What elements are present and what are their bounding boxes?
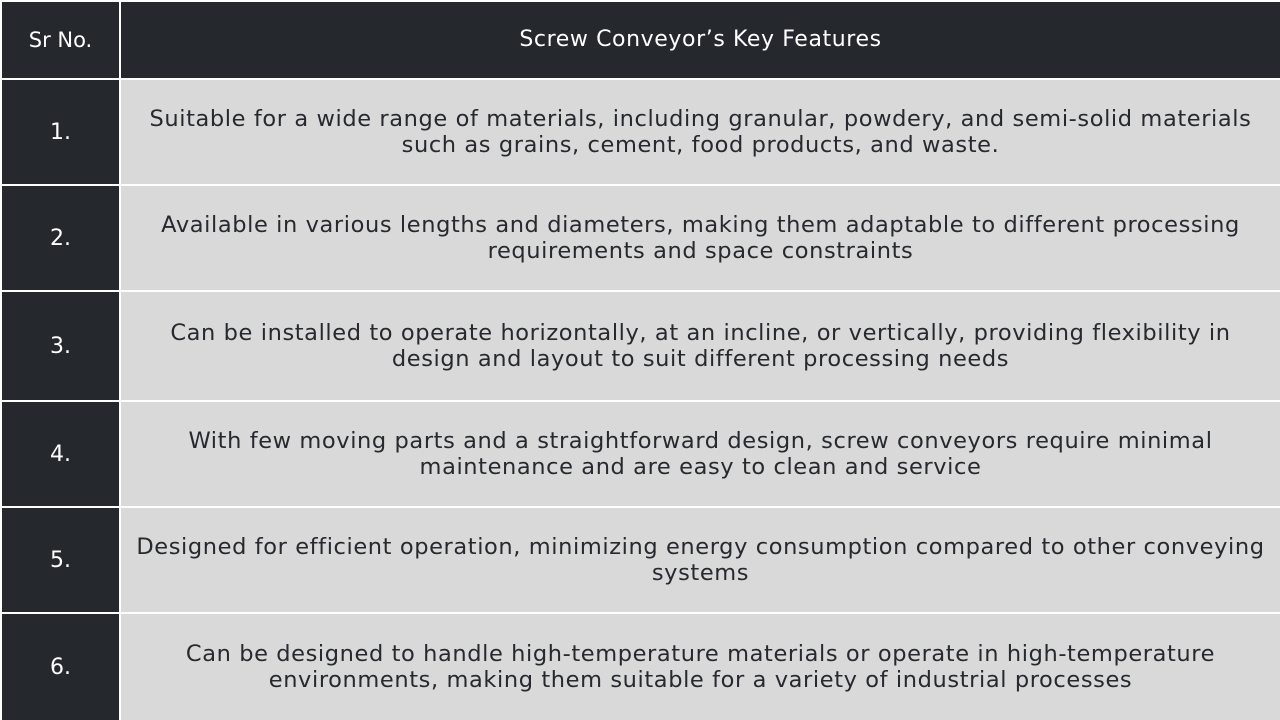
row-feature: Suitable for a wide range of materials, including granular, powdery, and semi-solid materials such as grains, cement, food products, and waste. [121, 80, 1280, 184]
row-number: 3. [2, 292, 119, 400]
table-header-row [0, 2, 1280, 78]
table-row [0, 614, 1280, 720]
row-number: 5. [2, 508, 119, 612]
table-row [0, 402, 1280, 506]
table-row [0, 292, 1280, 400]
row-feature: Can be installed to operate horizontally, at an incline, or vertically, providing flexibility in design and layout to suit different processing needs [121, 292, 1280, 400]
row-feature: Available in various lengths and diameters, making them adaptable to different processing requirements and space constraints [121, 186, 1280, 290]
header-sr-no: Sr No. [2, 2, 119, 78]
table-row [0, 508, 1280, 612]
row-feature: Can be designed to handle high-temperature materials or operate in high-temperature environments, making them suitable for a variety of industrial processes [121, 614, 1280, 720]
header-key-features: Screw Conveyor’s Key Features [121, 2, 1280, 78]
row-number: 4. [2, 402, 119, 506]
row-feature: Designed for efficient operation, minimizing energy consumption compared to other conveying systems [121, 508, 1280, 612]
table-row [0, 80, 1280, 184]
row-feature: With few moving parts and a straightforward design, screw conveyors require minimal maintenance and are easy to clean and service [121, 402, 1280, 506]
row-number: 6. [2, 614, 119, 720]
row-number: 1. [2, 80, 119, 184]
table-row [0, 186, 1280, 290]
row-number: 2. [2, 186, 119, 290]
